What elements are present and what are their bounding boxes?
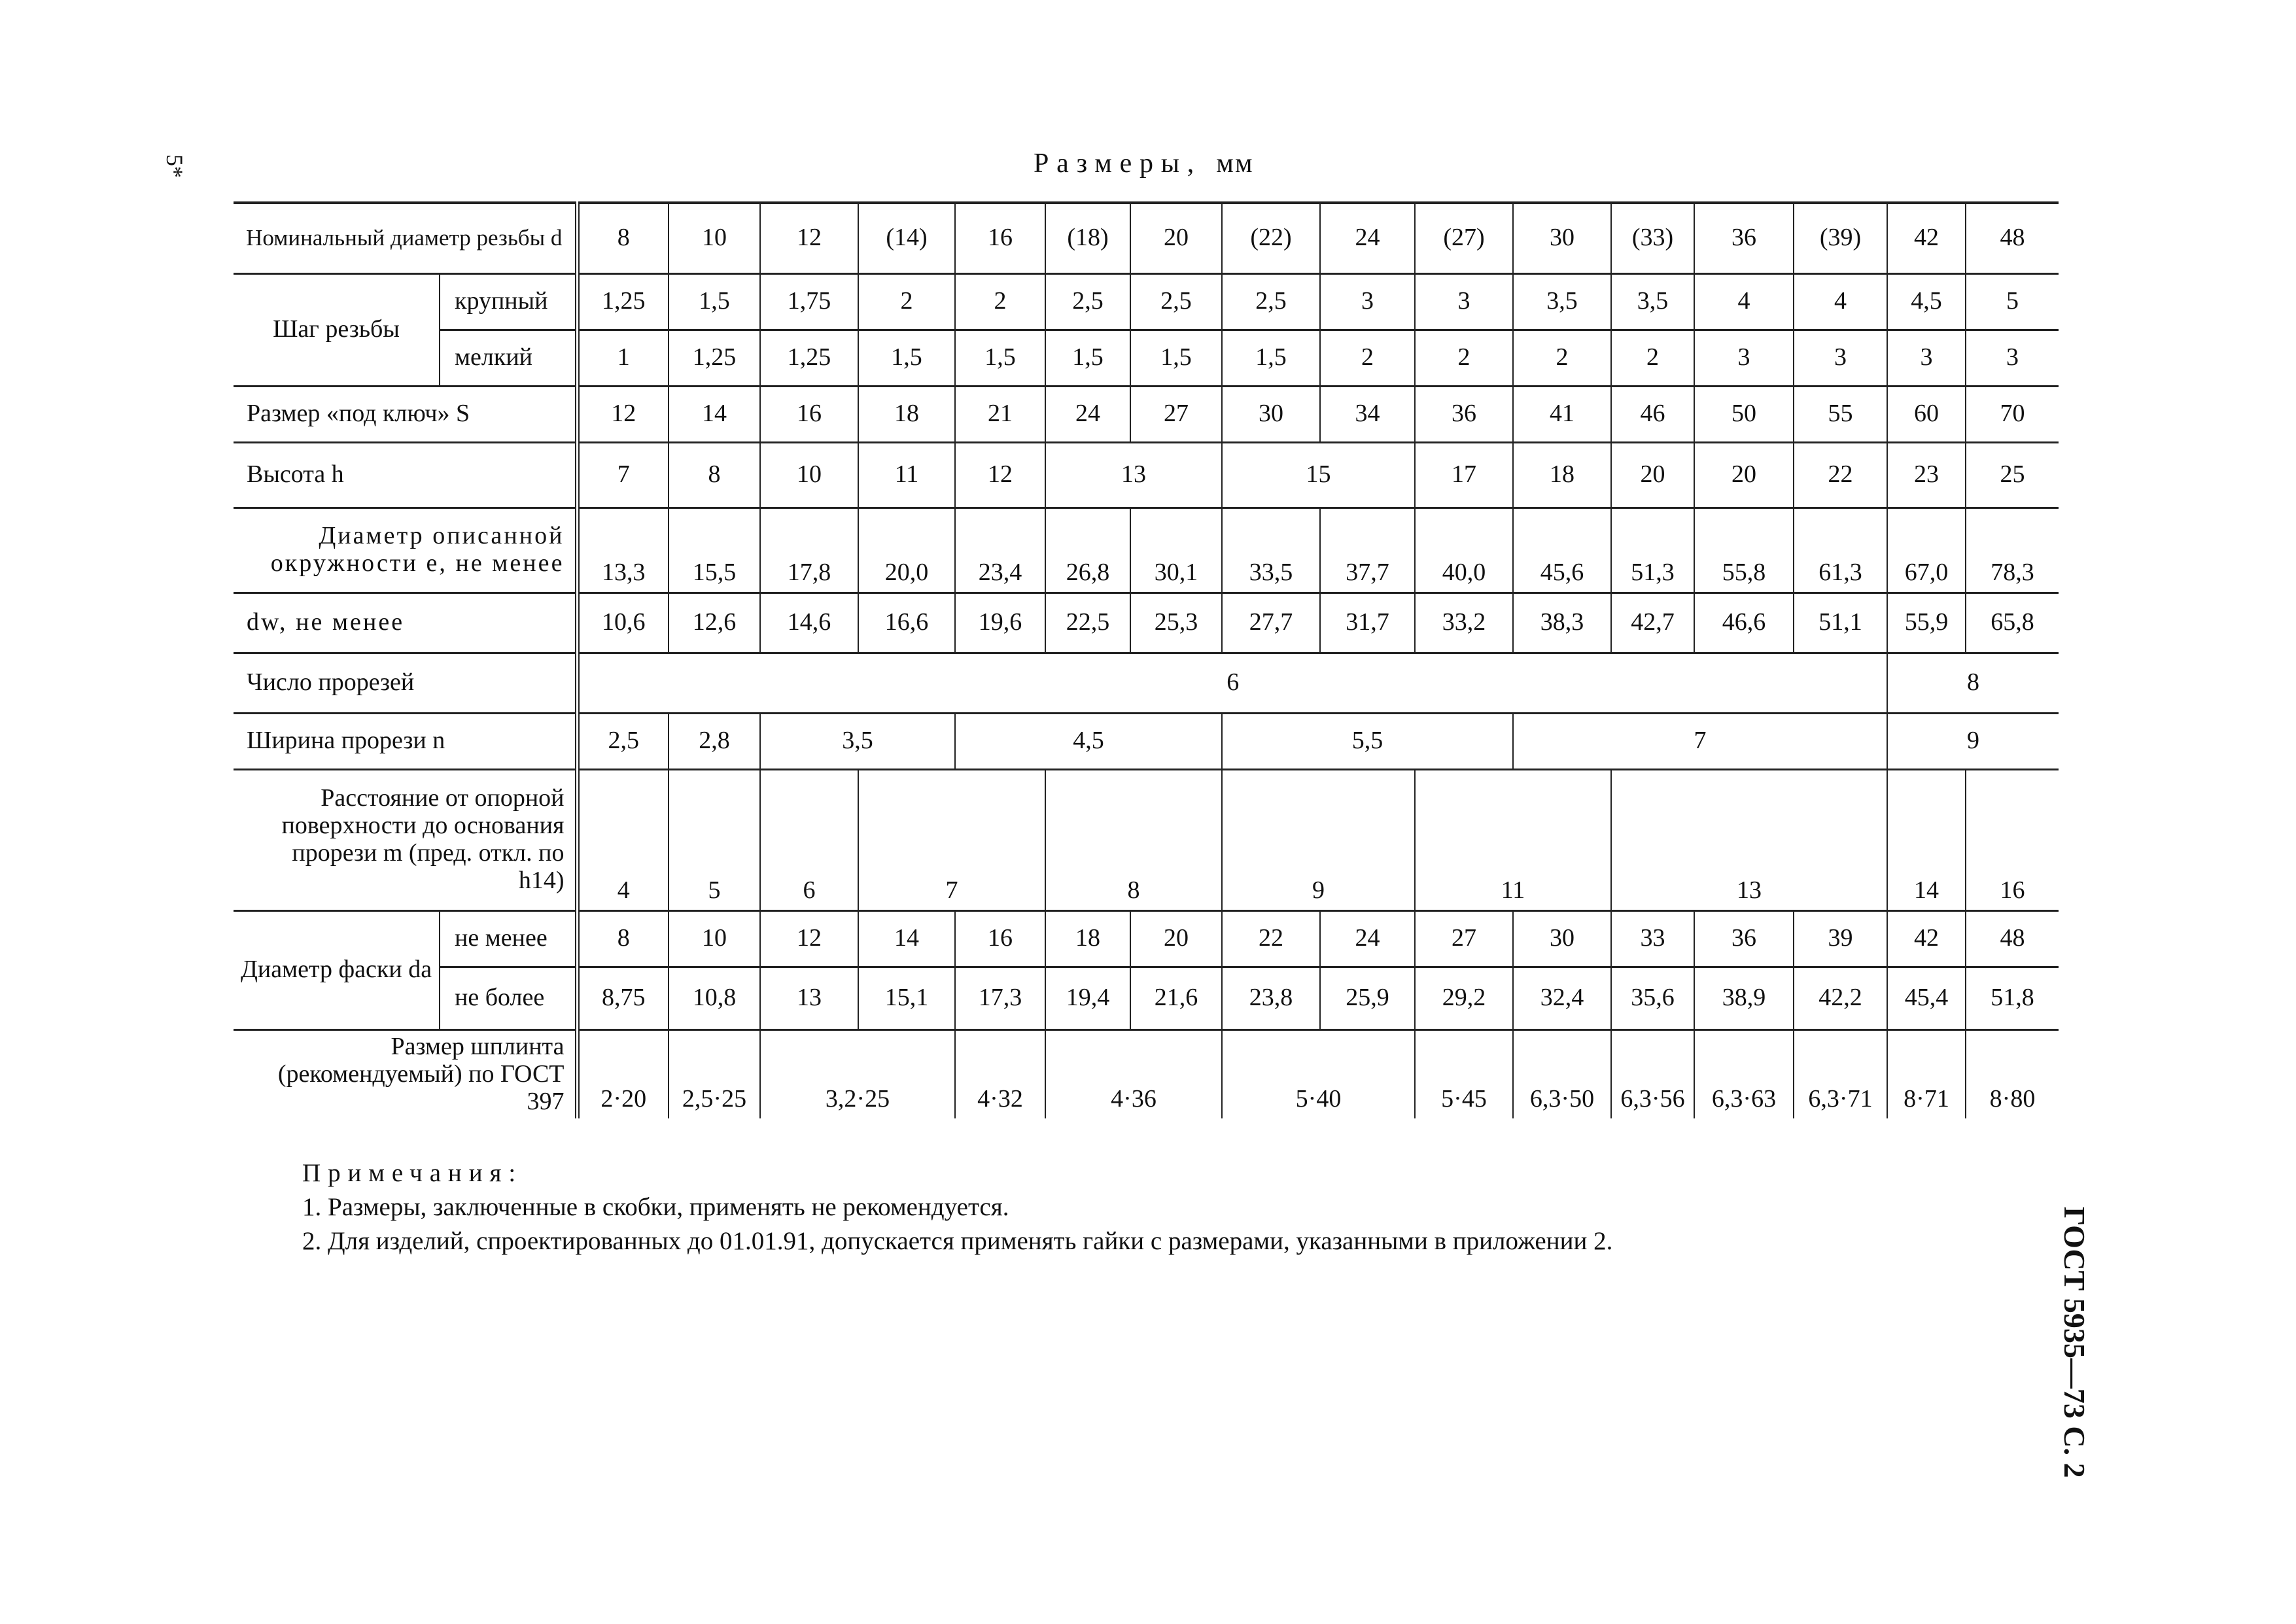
row-slot-count bbox=[234, 653, 2059, 713]
cell: 30 bbox=[1513, 203, 1611, 273]
cell: 3,5 bbox=[760, 713, 955, 769]
cell: 3,5 bbox=[1611, 273, 1694, 330]
cell: 4,5 bbox=[1887, 273, 1966, 330]
cell: 4·32 bbox=[955, 1029, 1045, 1118]
cell: 23 bbox=[1887, 442, 1966, 508]
cell: 1,75 bbox=[760, 273, 858, 330]
label-pitch: Шаг резьбы bbox=[234, 273, 440, 386]
cell: 36 bbox=[1694, 910, 1794, 967]
cell: 27 bbox=[1415, 910, 1513, 967]
cell: 2 bbox=[1513, 330, 1611, 386]
cell: (22) bbox=[1222, 203, 1320, 273]
cell: 7 bbox=[1513, 713, 1887, 769]
cell: 10 bbox=[760, 442, 858, 508]
cell: 13 bbox=[1045, 442, 1222, 508]
cell: 2,5 bbox=[1222, 273, 1320, 330]
cell: 6,3·50 bbox=[1513, 1029, 1611, 1118]
cell: 30,1 bbox=[1130, 508, 1222, 593]
cell: 1,25 bbox=[577, 273, 669, 330]
cell: 10 bbox=[669, 203, 760, 273]
cell: 4 bbox=[1794, 273, 1887, 330]
cell: 33,2 bbox=[1415, 593, 1513, 653]
cell: 16 bbox=[955, 910, 1045, 967]
label-height: Высота h bbox=[234, 442, 577, 508]
cell: 3 bbox=[1320, 273, 1415, 330]
cell: 1,5 bbox=[669, 273, 760, 330]
note-item: 1. Размеры, заключенные в скобки, применять не рекомендуется. bbox=[302, 1193, 1009, 1221]
cell: 32,4 bbox=[1513, 967, 1611, 1029]
cell: 38,3 bbox=[1513, 593, 1611, 653]
cell: 14,6 bbox=[760, 593, 858, 653]
cell: 3,2·25 bbox=[760, 1029, 955, 1118]
cell: 26,8 bbox=[1045, 508, 1130, 593]
cell: 6,3·56 bbox=[1611, 1029, 1694, 1118]
label-pitch-fine: мелкий bbox=[440, 330, 577, 386]
cell: 22,5 bbox=[1045, 593, 1130, 653]
cell: 3 bbox=[1794, 330, 1887, 386]
cell: 16 bbox=[1966, 769, 2059, 910]
notes bbox=[302, 1156, 1612, 1258]
cell: 38,9 bbox=[1694, 967, 1794, 1029]
cell: 7 bbox=[577, 442, 669, 508]
row-circumscribed-diameter bbox=[234, 508, 2059, 593]
cell: 78,3 bbox=[1966, 508, 2059, 593]
cell: 1,5 bbox=[1130, 330, 1222, 386]
cell: 19,6 bbox=[955, 593, 1045, 653]
cell: 23,8 bbox=[1222, 967, 1320, 1029]
cell: 4,5 bbox=[955, 713, 1222, 769]
cell: 14 bbox=[858, 910, 955, 967]
label-nominal-diameter: Номинальный диаметр резьбы d bbox=[234, 203, 577, 273]
cell: 27,7 bbox=[1222, 593, 1320, 653]
cell: 2·20 bbox=[577, 1029, 669, 1118]
cell: 46 bbox=[1611, 386, 1694, 442]
cell: 70 bbox=[1966, 386, 2059, 442]
cell: 1,5 bbox=[858, 330, 955, 386]
row-pitch-fine bbox=[234, 330, 2059, 386]
cell: 55 bbox=[1794, 386, 1887, 442]
cell: 20 bbox=[1130, 910, 1222, 967]
cell: 55,8 bbox=[1694, 508, 1794, 593]
cell: 4 bbox=[1694, 273, 1794, 330]
cell: 33 bbox=[1611, 910, 1694, 967]
cell: 12 bbox=[760, 910, 858, 967]
cell: 2,8 bbox=[669, 713, 760, 769]
cell: 14 bbox=[669, 386, 760, 442]
cell: 33,5 bbox=[1222, 508, 1320, 593]
cell: 45,4 bbox=[1887, 967, 1966, 1029]
cell: 41 bbox=[1513, 386, 1611, 442]
page-mark: 5* bbox=[162, 154, 188, 178]
cell: 2 bbox=[955, 273, 1045, 330]
cell: 16 bbox=[760, 386, 858, 442]
cell: 12 bbox=[760, 203, 858, 273]
cell: 3,5 bbox=[1513, 273, 1611, 330]
caption-unit: мм bbox=[1216, 148, 1254, 179]
cell: 5 bbox=[1966, 273, 2059, 330]
row-nominal-diameter bbox=[234, 203, 2059, 273]
cell: 23,4 bbox=[955, 508, 1045, 593]
row-height bbox=[234, 442, 2059, 508]
cell: 48 bbox=[1966, 910, 2059, 967]
cell: 24 bbox=[1045, 386, 1130, 442]
row-pitch-coarse bbox=[234, 273, 2059, 330]
cell: 8 bbox=[577, 203, 669, 273]
cell: 25 bbox=[1966, 442, 2059, 508]
cell: 3 bbox=[1966, 330, 2059, 386]
cell: 2 bbox=[1320, 330, 1415, 386]
cell: 5·45 bbox=[1415, 1029, 1513, 1118]
cell: 22 bbox=[1794, 442, 1887, 508]
cell: 6 bbox=[760, 769, 858, 910]
cell: 5·40 bbox=[1222, 1029, 1415, 1118]
cell: 6,3·63 bbox=[1694, 1029, 1794, 1118]
cell: 50 bbox=[1694, 386, 1794, 442]
dimensions-table bbox=[234, 201, 2059, 1118]
cell: 15,1 bbox=[858, 967, 955, 1029]
cell: 55,9 bbox=[1887, 593, 1966, 653]
caption-main: Размеры, bbox=[1034, 148, 1202, 179]
cell: (33) bbox=[1611, 203, 1694, 273]
cell: 2,5 bbox=[1130, 273, 1222, 330]
cell: 30 bbox=[1222, 386, 1320, 442]
cell: 30 bbox=[1513, 910, 1611, 967]
cell: 1,5 bbox=[1045, 330, 1130, 386]
table-caption bbox=[1034, 148, 1254, 179]
cell: 12 bbox=[577, 386, 669, 442]
cell: 60 bbox=[1887, 386, 1966, 442]
cell: 29,2 bbox=[1415, 967, 1513, 1029]
cell: 22 bbox=[1222, 910, 1320, 967]
cell: 8 bbox=[1887, 653, 2059, 713]
cell: (39) bbox=[1794, 203, 1887, 273]
label-chamfer-max: не более bbox=[440, 967, 577, 1029]
cell: 17 bbox=[1415, 442, 1513, 508]
cell: 27 bbox=[1130, 386, 1222, 442]
cell: 31,7 bbox=[1320, 593, 1415, 653]
cell: 6,3·71 bbox=[1794, 1029, 1887, 1118]
cell: 39 bbox=[1794, 910, 1887, 967]
cell: 1,25 bbox=[760, 330, 858, 386]
cell: 51,3 bbox=[1611, 508, 1694, 593]
note-item: 2. Для изделий, спроектированных до 01.01.91, допускается применять гайки с размерами, указанными в приложении 2. bbox=[302, 1227, 1613, 1255]
cell: 7 bbox=[858, 769, 1045, 910]
cell: 8 bbox=[1045, 769, 1222, 910]
notes-title: Примечания: bbox=[302, 1159, 523, 1187]
label-dw: dw, не менее bbox=[234, 593, 577, 653]
cell: 35,6 bbox=[1611, 967, 1694, 1029]
cell: 48 bbox=[1966, 203, 2059, 273]
cell: 16 bbox=[955, 203, 1045, 273]
row-wrench-size bbox=[234, 386, 2059, 442]
cell: 17,8 bbox=[760, 508, 858, 593]
cell: 6 bbox=[577, 653, 1887, 713]
cell: 2,5 bbox=[1045, 273, 1130, 330]
cell: 11 bbox=[1415, 769, 1611, 910]
cell: (14) bbox=[858, 203, 955, 273]
cell: 10,8 bbox=[669, 967, 760, 1029]
cell: 8 bbox=[577, 910, 669, 967]
cell: 1,25 bbox=[669, 330, 760, 386]
label-cotter-pin: Размер шплинта (рекомендуемый) по ГОСТ 397 bbox=[234, 1029, 577, 1118]
cell: 42,2 bbox=[1794, 967, 1887, 1029]
cell: 65,8 bbox=[1966, 593, 2059, 653]
cell: 5,5 bbox=[1222, 713, 1513, 769]
cell: 46,6 bbox=[1694, 593, 1794, 653]
cell: 21 bbox=[955, 386, 1045, 442]
row-slot-width bbox=[234, 713, 2059, 769]
cell: 8,75 bbox=[577, 967, 669, 1029]
cell: 34 bbox=[1320, 386, 1415, 442]
cell: 8 bbox=[669, 442, 760, 508]
cell: 9 bbox=[1222, 769, 1415, 910]
cell: 1,5 bbox=[955, 330, 1045, 386]
label-slot-width: Ширина прорези n bbox=[234, 713, 577, 769]
cell: 4·36 bbox=[1045, 1029, 1222, 1118]
cell: 36 bbox=[1415, 386, 1513, 442]
cell: 9 bbox=[1887, 713, 2059, 769]
cell: 3 bbox=[1415, 273, 1513, 330]
row-cotter-pin bbox=[234, 1029, 2059, 1118]
cell: 2 bbox=[1415, 330, 1513, 386]
cell: 20 bbox=[1694, 442, 1794, 508]
cell: 61,3 bbox=[1794, 508, 1887, 593]
cell: (18) bbox=[1045, 203, 1130, 273]
cell: 11 bbox=[858, 442, 955, 508]
cell: 2 bbox=[858, 273, 955, 330]
cell: 13,3 bbox=[577, 508, 669, 593]
cell: 2,5 bbox=[577, 713, 669, 769]
cell: 51,8 bbox=[1966, 967, 2059, 1029]
row-chamfer-min bbox=[234, 910, 2059, 967]
row-chamfer-max bbox=[234, 967, 2059, 1029]
cell: 16,6 bbox=[858, 593, 955, 653]
cell: 2 bbox=[1611, 330, 1694, 386]
cell: 42,7 bbox=[1611, 593, 1694, 653]
label-wrench-size: Размер «под ключ» S bbox=[234, 386, 577, 442]
cell: 12 bbox=[955, 442, 1045, 508]
cell: 45,6 bbox=[1513, 508, 1611, 593]
cell: 18 bbox=[1045, 910, 1130, 967]
cell: 18 bbox=[858, 386, 955, 442]
cell: 13 bbox=[1611, 769, 1887, 910]
row-slot-distance bbox=[234, 769, 2059, 910]
label-chamfer-min: не менее bbox=[440, 910, 577, 967]
cell: 10,6 bbox=[577, 593, 669, 653]
cell: 4 bbox=[577, 769, 669, 910]
cell: 67,0 bbox=[1887, 508, 1966, 593]
cell: 36 bbox=[1694, 203, 1794, 273]
row-dw bbox=[234, 593, 2059, 653]
cell: 20 bbox=[1130, 203, 1222, 273]
cell: (27) bbox=[1415, 203, 1513, 273]
cell: 40,0 bbox=[1415, 508, 1513, 593]
label-slot-distance: Расстояние от опорной поверхности до основания прорези m (пред. откл. по h14) bbox=[234, 769, 577, 910]
cell: 37,7 bbox=[1320, 508, 1415, 593]
cell: 25,9 bbox=[1320, 967, 1415, 1029]
cell: 12,6 bbox=[669, 593, 760, 653]
cell: 5 bbox=[669, 769, 760, 910]
cell: 8·71 bbox=[1887, 1029, 1966, 1118]
label-pitch-coarse: крупный bbox=[440, 273, 577, 330]
cell: 24 bbox=[1320, 910, 1415, 967]
cell: 15,5 bbox=[669, 508, 760, 593]
cell: 2,5·25 bbox=[669, 1029, 760, 1118]
cell: 51,1 bbox=[1794, 593, 1887, 653]
cell: 13 bbox=[760, 967, 858, 1029]
cell: 1,5 bbox=[1222, 330, 1320, 386]
cell: 25,3 bbox=[1130, 593, 1222, 653]
cell: 18 bbox=[1513, 442, 1611, 508]
cell: 21,6 bbox=[1130, 967, 1222, 1029]
label-chamfer: Диаметр фаски da bbox=[234, 910, 440, 1029]
cell: 1 bbox=[577, 330, 669, 386]
cell: 15 bbox=[1222, 442, 1415, 508]
cell: 17,3 bbox=[955, 967, 1045, 1029]
label-circumscribed-diameter: Диаметр описанной окружности e, не менее bbox=[234, 508, 577, 593]
label-slot-count: Число прорезей bbox=[234, 653, 577, 713]
cell: 10 bbox=[669, 910, 760, 967]
cell: 14 bbox=[1887, 769, 1966, 910]
cell: 20,0 bbox=[858, 508, 955, 593]
cell: 8·80 bbox=[1966, 1029, 2059, 1118]
cell: 19,4 bbox=[1045, 967, 1130, 1029]
document-side-title: ГОСТ 5935—73 С. 2 bbox=[2058, 1207, 2091, 1478]
cell: 3 bbox=[1694, 330, 1794, 386]
cell: 20 bbox=[1611, 442, 1694, 508]
cell: 3 bbox=[1887, 330, 1966, 386]
cell: 24 bbox=[1320, 203, 1415, 273]
cell: 42 bbox=[1887, 203, 1966, 273]
cell: 42 bbox=[1887, 910, 1966, 967]
